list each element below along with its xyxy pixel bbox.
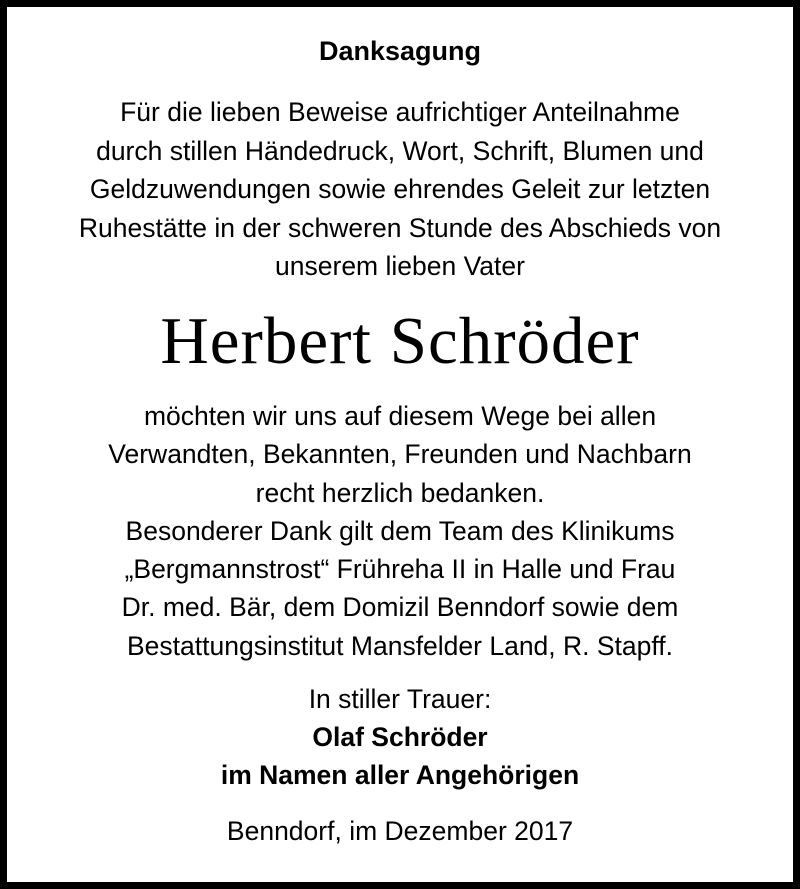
thanks-line: möchten wir uns auf diesem Wege bei allen (143, 401, 657, 431)
place-date: Benndorf, im Dezember 2017 (226, 816, 574, 846)
thanks-line: Verwandten, Bekannten, Freunden und Nachbarn (108, 439, 692, 470)
thanks-line: Bestattungsinstitut Mansfelder Land, R. Stapff. (126, 630, 674, 661)
intro-paragraph (7, 93, 793, 286)
notice-heading: Danksagung (318, 36, 482, 66)
intro-line: unserem lieben Vater (275, 251, 525, 281)
mourning-block (7, 680, 793, 794)
deceased-name: Herbert Schröder (160, 304, 640, 378)
intro-line: Geldzuwendungen sowie ehrendes Geleit zur letzten (89, 174, 711, 204)
death-notice (7, 7, 793, 882)
intro-line: Für die lieben Beweise aufrichtiger Anteilnahme (120, 97, 680, 127)
mourning-label: In stiller Trauer: (308, 684, 492, 714)
thanks-line: Besonderer Dank gilt dem Team des Klinikums (125, 515, 675, 546)
thanks-line: Dr. med. Bär, dem Domizil Benndorf sowie dem (121, 592, 679, 623)
signer-note: im Namen aller Angehörigen (220, 760, 580, 790)
signer-name: Olaf Schröder (312, 722, 488, 752)
intro-line: durch stillen Händedruck, Wort, Schrift, Blumen und (96, 135, 704, 166)
thanks-line: „Bergmannstrost“ Frühreha II in Halle und Frau (124, 554, 676, 585)
thanks-paragraph (7, 397, 793, 665)
thanks-line: recht herzlich bedanken. (255, 477, 545, 508)
intro-line: Ruhestätte in der schweren Stunde des Abschieds von (78, 212, 722, 243)
